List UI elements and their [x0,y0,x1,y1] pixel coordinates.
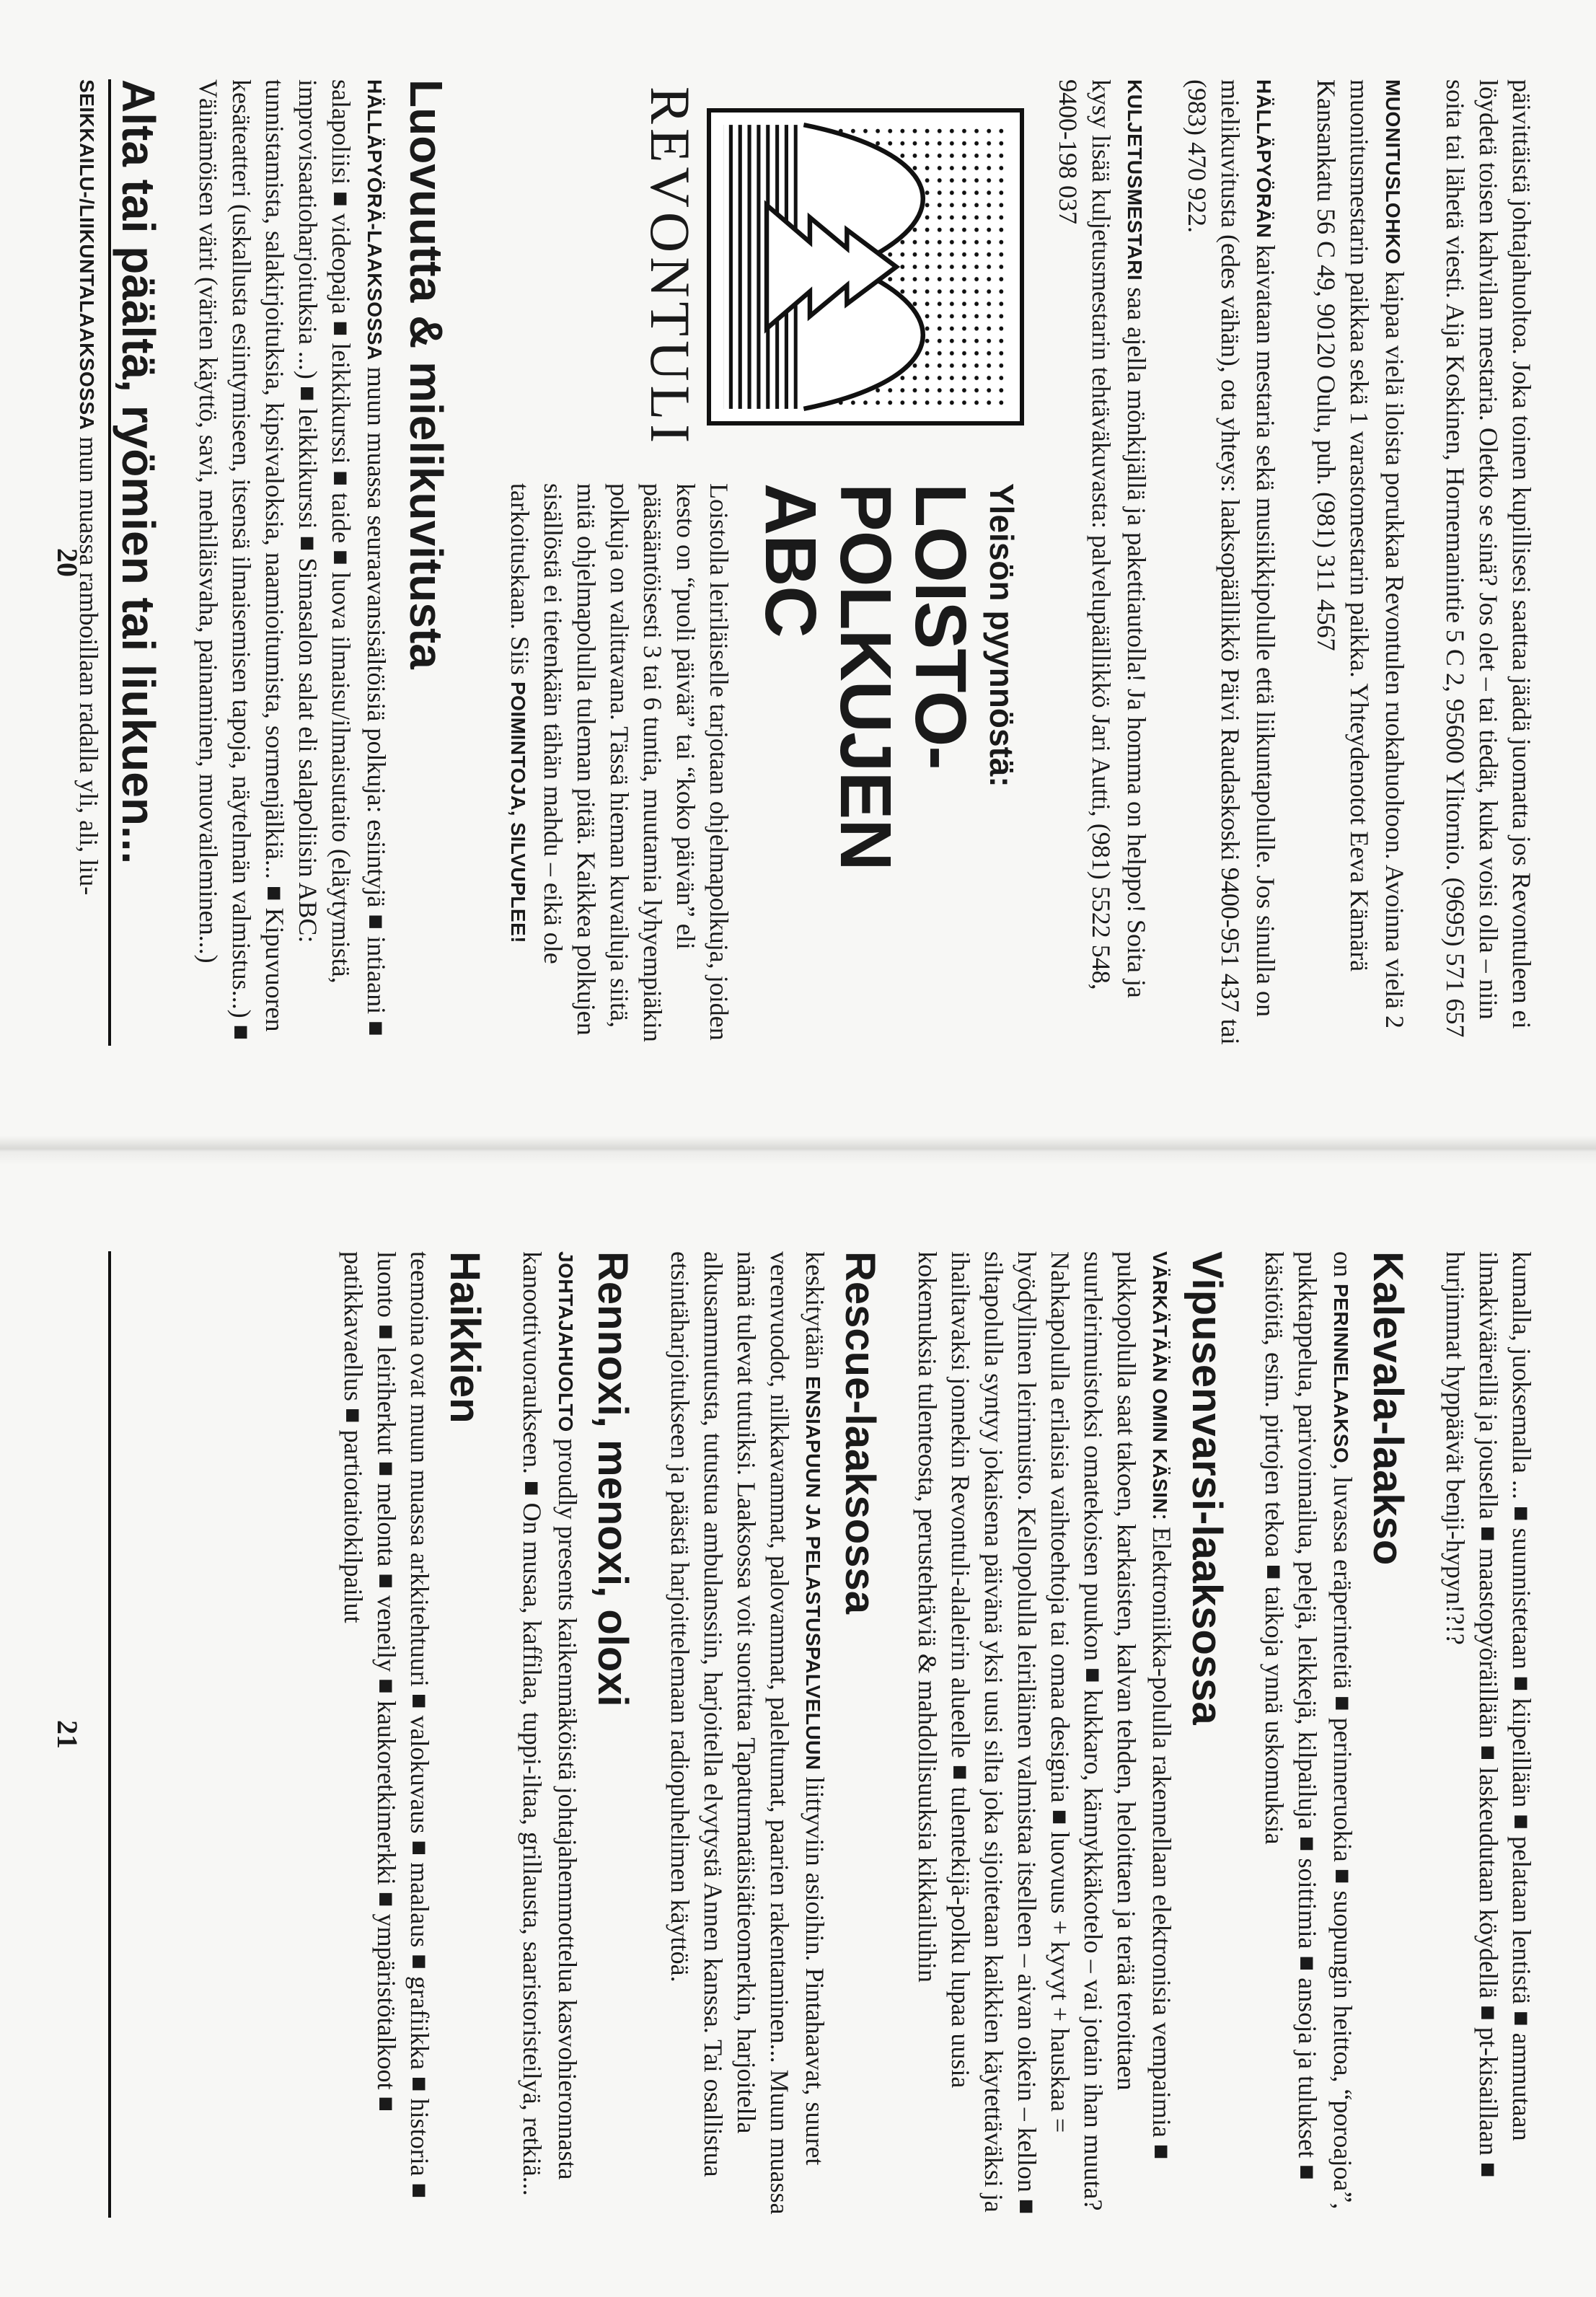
page-number: 21 [51,1720,84,1749]
muonitus-paragraph [1310,79,1411,1046]
luovuutta-label: HÄLLÄPYÖRÄ-LAAKSOSSA [363,79,386,361]
loisto-text: Loistolla leiriläiselle tarjotaan ohjelmapolkuja, joiden kesto on “puoli päivää” tai “koko päivän” eli pääsääntöisesti 3 tai 6 tuntia, muutamia lyhyempiäkin polkuja on valittavana. Tässä hieman kuvailuja siitä, mitä ohjelmapolulla tuleman pitää. Kaikkea polkujen sisällöstä ei tietenkään tähän mahdu – eikä ole tarkoituskaan. Siis [506,483,733,1042]
rescue-pre: keskitytään [801,1251,829,1376]
hallapyoran-label: HÄLLÄPYÖRÄN [1253,79,1275,239]
heading-vipusen: Vipusenvarsi-laaksossa [1183,1251,1230,1725]
loisto-title-line-2: ABC [750,483,831,638]
bottom-rule [108,1251,111,2218]
rennoxi-label: JOHTAJAHUOLTO [555,1251,577,1432]
logo-wordmark: REVONTULI [639,86,702,448]
kalevala-paragraph [1258,1251,1359,2218]
heading-rennoxi: Rennoxi, menoxi, oloxi [589,1251,636,1707]
intro-paragraph: kumalla, juoksemalla ... ■ suunnistetaan ■ kiipeillään ■ pelataan lentistä ■ ammutaan ilmakivääreillä ja jousella ■ maastopyöräillään ■ laskeudutaan köydellä ■ pt-kisaillaan ■ hurjimmat hyppäävät benji-hypyn!?!? [1441,1251,1536,2178]
loisto-paragraph [501,483,736,1046]
alta-text: mun muassa ramboillaan radalla yli, ali, liu- [74,430,103,896]
loisto-text-block [474,483,1024,1046]
kuljetus-text: saa ajella mönkijällä ja pakettiautolla! Ja homma on helppo! Soita ja kysy lisää kuljetusmestarin tehtäväkuvasta: palvelupäällikkö Jari Autti, (981) 5522 548, 9400-198 037 [1054,79,1151,998]
page-21 [0,1172,1596,2297]
kalevala-label: PERINNELAAKSO [1330,1284,1352,1464]
loisto-end: POIMINTOJA, SILVUPLEE! [507,681,529,944]
vipusen-label: VÄRKÄTÄÄN OMIN KÄSIN [1149,1251,1171,1514]
alta-label: SEIKKAILU-/LIIKUNTALAAKSOSSA [76,79,98,431]
revontuli-logo-icon [707,108,1024,426]
loisto-kicker: Yleisön pyynnöstä: [983,483,1020,788]
revontuli-logo [474,79,1024,454]
vipusen-paragraph [911,1251,1178,2218]
luovuutta-paragraph [192,79,393,1046]
heading-luovuutta: Luovuutta & mielikuvitusta [400,79,452,669]
rescue-paragraph [663,1251,832,2218]
heading-rescue: Rescue-laaksossa [837,1251,883,1614]
intro-paragraph: päivittäistä johtajahuoltoa. Joka toinen kupillisesi saattaa jäädä juomatta jos Revontuleen ei löydetä toisen kahvilan mestaria. Oletko se sinä? Jos olet – tai tiedät, kuka voisi olla – niin soita tai lähetä viesti. Aija Koskinen, Hornemanintie 5 C 2, 95600 Ylitornio. (9695) 571 657 [1441,79,1536,1038]
rennoxi-text: proudly presents kaikenmäköistä johtajahemmottelua kasvohieronnasta kanoottivuoraukseen. ■ On musaa, kaffilaa, tuppi-iltaa, grillausta, saaristoristeilyä, retkiä... [518,1251,582,2196]
vipusen-text: : Elektroniikka-polulla rakennellaan elektronisia vempaimia ■ pukkopolulla saat takoen, karkaisten, kalvan tehden, heloittaen ja terää teroittaen suurleirimuistoksi omatekoisen puukon ■ kukkaro, kännykkäkotelo – vai jotain ihan muuta? Nahkapolulla erilaisia vaihtoehtoja tai omaa designia ■ luovuus + kyvyt + hauskaa = hyödyllinen leirimuisto. Kellopolulla leiriläinen valmistaa itselleen – aivan oikein – kellon ■ siltapolulla syntyy jokaisena päivänä yksi uusi silta joka sijoitetaan kaikkien käytettäväksi ja ihailtavaksi jonnekin Revontuli-alaleirin alueelle ■ tulentekijä-polku lupaa uusia kokemuksia tulenteosta, perustehtäviä & mahdollisuuksia kikkailuihin [913,1251,1176,2215]
haikkien-paragraph: teemoina ovat muun muassa arkkitehtuuri ■ valokuvaus ■ maalaus ■ grafiikka ■ historia ■ luonto ■ leiriherkut ■ melonta ■ veneily ■ kaukoretkimerkki ■ ympäristötalkoot ■ patikkavaellus ■ partiotaitokilpailut [339,1251,434,2199]
hallapyoran-paragraph [1181,79,1282,1046]
muonitus-text: kaipaa vielä iloista porukkaa Revontulen ruokahuoltoon. Avoinna vielä 2 muonitusmestarin paikkaa sekä 1 varastomestarin paikka. Yhteydenotot Eeva Kämärä Kansankatu 56 C 49, 90120 Oulu, puh. (981) 311 4567 [1312,79,1409,1029]
kuljetus-label: KULJETUSMESTARI [1124,79,1146,281]
loisto-title [750,483,981,1046]
heading-alta: Alta tai päältä, ryömien tai liukuen... [113,79,164,865]
center-fold [0,1136,1596,1165]
page-number: 20 [51,548,84,577]
bottom-rule [108,79,111,1046]
luovuutta-text: muun muassa seuraavansisältöisiä polkuja: esiintyjä ■ intiaani ■ salapoliisi ■ videopaja ■ leikkikurssi ■ taide ■ luova ilmaisu/ilmaisutaito (eläytymistä, improvisaatioharjoituksia ...) ■ leikkikurssi ■ Simasalon salat eli salapoliisin ABC: tunnistamista, salakirjoituksia, kipsivaloksia, naamioitumista, sormenjälkiä... ■ Kipuvuoren kesäteatteri (uskallusta esiintymiseen, itsensä ilmaisemisen tapoja, näytelmän valmistus...) ■ Väinämöisen värit (värien käyttö, savi, mehiläisvaha, painaminen, muovaileminen...) [194,79,391,1041]
muonitus-label: MUONITUSLOHKO [1382,79,1404,265]
loisto-section [474,79,1024,1046]
page-20 [0,0,1596,1125]
hallapyoran-text: kaivataan mestaria sekä musiikkipolulle että liikuntapolulle. Jos sinulla on mielikuvitusta (edes vähän), ota yhteys: laaksopäällikkö Päivi Raudaskoski 9400-951 437 tai (983) 470 922. [1183,79,1280,1045]
rescue-text: liittyviin asioihin. Pintahaavat, suuret verenvuodot, nilkkavammat, palovammat, paleltumat, paarien rakentaminen... Muun muassa nämä tulevat tutuiksi. Laaksossa voit suorittaa Tapaturmatäisiätieomerkin, harjoitella alkusammutusta, tutustua ambulanssiin, harjoitella elvytystä Annen kanssa. Tai osallistua etsintäharjoitukseen ja päästä harjoittelemaan radiopuhelimen käyttöä. [666,1251,829,2215]
kuljetus-paragraph [1051,79,1153,1046]
rescue-label: ENSIAPUUN JA PELASTUSPALVELUUN [802,1375,824,1771]
kalevala-text: , luvassa eräperinteitä ■ perinneruokia ■ suopungin heittoa, “poroajoa”, pukktappelua, parivoimailua, pelejä, leikkejä, kilpailuja ■ soittimia ■ ansoja ja tulukset ■ käsitöitä, esim. pirtojen tekoa ■ taikoja ynnä uskomuksia [1260,1251,1357,2210]
heading-haikkien: Haikkien [441,1251,488,1424]
kalevala-pre: on [1328,1251,1357,1284]
loisto-title-line-1: LOISTO-POLKUJEN [825,483,981,870]
rennoxi-paragraph [516,1251,584,2218]
heading-kalevala: Kalevala-laakso [1364,1251,1411,1566]
